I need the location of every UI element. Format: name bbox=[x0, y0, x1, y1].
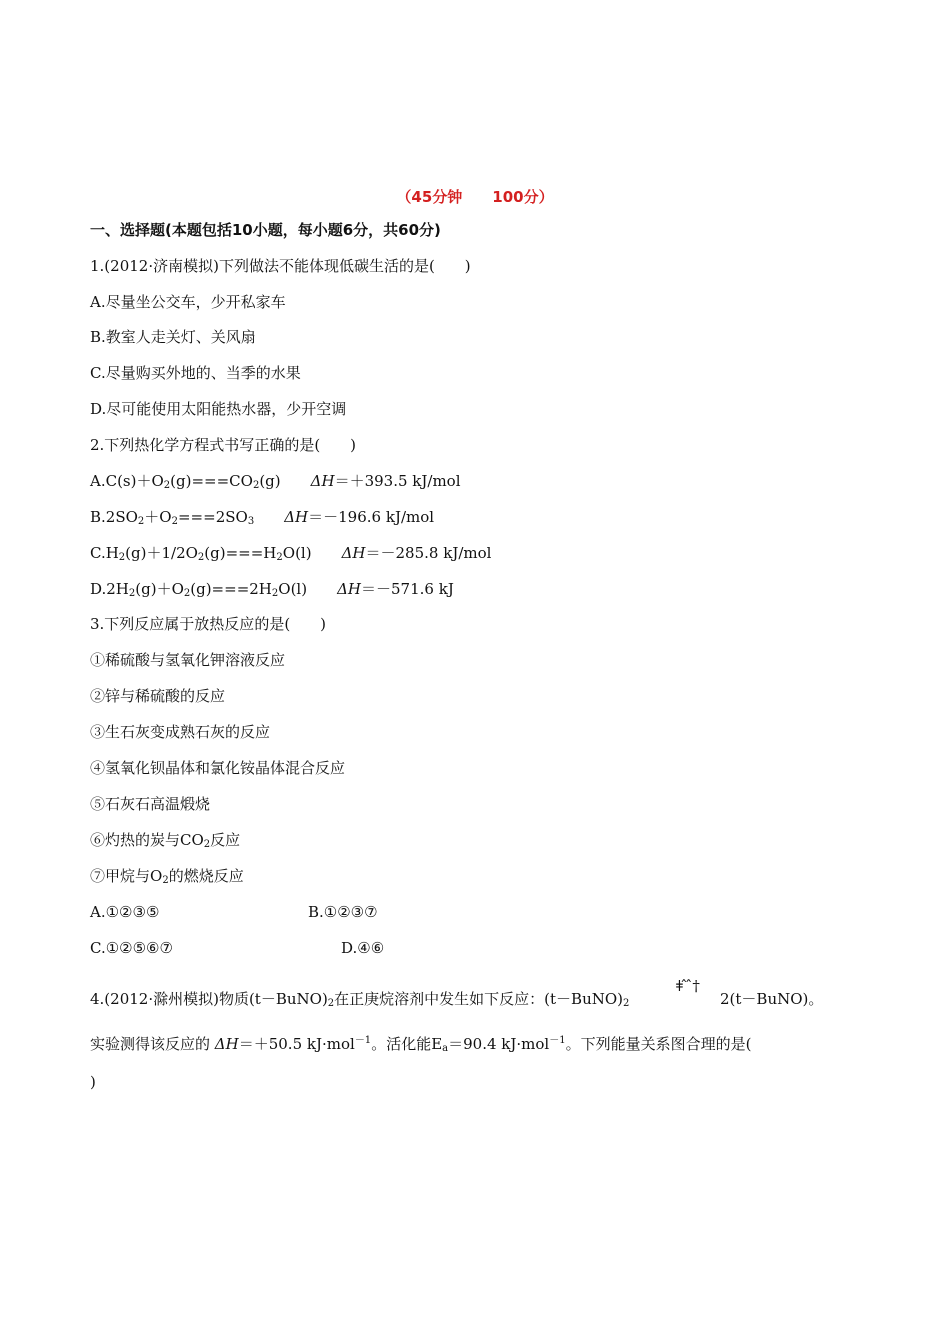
q2-a-part: (g) bbox=[259, 472, 311, 490]
subscript: 2 bbox=[252, 480, 260, 491]
delta-symbol: Δ bbox=[214, 1035, 226, 1053]
q2-d-part: D.2H bbox=[90, 580, 129, 598]
q2-d-part: (g)＋O bbox=[135, 580, 184, 598]
q2-a-value: ＝＋393.5 kJ/mol bbox=[334, 472, 461, 490]
subscript: 2 bbox=[128, 588, 136, 599]
q4-part: 在正庚烷溶剂中发生如下反应：(t－BuNO) bbox=[334, 990, 624, 1008]
subscript: 2 bbox=[183, 588, 191, 599]
q4-line-3: ) bbox=[90, 1073, 96, 1091]
q3-stem: 3.下列反应属于放热反应的是( ) bbox=[90, 615, 327, 633]
q3-item-6-part: 反应 bbox=[210, 831, 241, 849]
delta-symbol: Δ bbox=[284, 508, 296, 526]
q1-option-c: C.尽量购买外地的、当季的水果 bbox=[90, 364, 301, 382]
q4-line-1-end: 2(t－BuNO)。 bbox=[720, 990, 824, 1008]
superscript: －1 bbox=[549, 1035, 566, 1046]
q2-c-part: C.H bbox=[90, 544, 119, 562]
time-score-header: （45分钟 100分） bbox=[396, 188, 554, 206]
q2-option-c bbox=[90, 543, 491, 563]
q3-option-c: C.①②⑤⑥⑦ bbox=[90, 939, 173, 957]
q4-part: 。活化能E bbox=[371, 1035, 443, 1053]
q3-item-7 bbox=[90, 866, 244, 886]
q2-b-part: ===2SO bbox=[177, 508, 248, 526]
q4-line-2 bbox=[90, 1034, 751, 1054]
q2-c-part: (g)===H bbox=[204, 544, 277, 562]
q2-b-part bbox=[254, 508, 284, 526]
q2-option-b bbox=[90, 507, 434, 527]
q2-d-part: (g)===2H bbox=[190, 580, 272, 598]
delta-symbol: Δ bbox=[310, 472, 322, 490]
equilibrium-arrow-glyph: ǂ ̂ ̂† bbox=[676, 977, 700, 995]
subscript: 2 bbox=[327, 998, 335, 1009]
subscript: a bbox=[442, 1043, 449, 1054]
q2-c-value: ＝－285.8 kJ/mol bbox=[365, 544, 492, 562]
q3-item-3: ③生石灰变成熟石灰的反应 bbox=[90, 723, 271, 741]
delta-symbol: Δ bbox=[337, 580, 348, 598]
subscript: 2 bbox=[271, 588, 279, 599]
q2-c-part: O(l) bbox=[282, 544, 342, 562]
subscript: 2 bbox=[276, 552, 283, 563]
q3-item-1: ①稀硫酸与氢氧化钾溶液反应 bbox=[90, 651, 286, 669]
subscript: 2 bbox=[197, 552, 205, 563]
q1-option-b: B.教室人走关灯、关风扇 bbox=[90, 328, 256, 346]
q3-option-d: D.④⑥ bbox=[341, 939, 385, 957]
subscript: 2 bbox=[118, 552, 126, 563]
q3-item-2: ②锌与稀硫酸的反应 bbox=[90, 687, 226, 705]
subscript: 2 bbox=[171, 516, 178, 527]
q1-stem: 1.(2012·济南模拟)下列做法不能体现低碳生活的是( ) bbox=[90, 257, 471, 275]
q3-item-6 bbox=[90, 830, 240, 850]
q2-option-a bbox=[90, 471, 461, 491]
q3-item-6-part: ⑥灼热的炭与CO bbox=[90, 831, 204, 849]
q4-line-1 bbox=[90, 989, 629, 1009]
subscript: 2 bbox=[163, 480, 171, 491]
subscript: 2 bbox=[137, 516, 145, 527]
q4-part: ＝＋50.5 kJ·mol bbox=[238, 1035, 355, 1053]
q2-b-part: B.2SO bbox=[90, 508, 138, 526]
subscript: 2 bbox=[203, 839, 211, 850]
q3-option-b: B.①②③⑦ bbox=[308, 903, 378, 921]
q2-d-part: O(l) bbox=[278, 580, 338, 598]
q1-option-a: A.尽量坐公交车，少开私家车 bbox=[90, 293, 286, 311]
enthalpy-symbol: H bbox=[352, 544, 366, 562]
q3-item-7-part: 的燃烧反应 bbox=[168, 867, 244, 885]
subscript: 2 bbox=[623, 998, 630, 1009]
q4-part: 实验测得该反应的 bbox=[90, 1035, 215, 1053]
enthalpy-symbol: H bbox=[225, 1035, 239, 1053]
q2-b-part: ＋O bbox=[144, 508, 172, 526]
q3-option-a: A.①②③⑤ bbox=[90, 903, 160, 921]
q1-option-d: D.尽可能使用太阳能热水器，少开空调 bbox=[90, 400, 347, 418]
q3-item-5: ⑤石灰石高温煅烧 bbox=[90, 795, 211, 813]
delta-symbol: Δ bbox=[341, 544, 353, 562]
q4-part: 。下列能量关系图合理的是( bbox=[565, 1035, 752, 1053]
section-title: 一、选择题(本题包括10小题，每小题6分，共60分) bbox=[90, 221, 441, 239]
q2-c-part: (g)＋1/2O bbox=[125, 544, 198, 562]
q2-b-value: ＝－196.6 kJ/mol bbox=[308, 508, 435, 526]
subscript: 2 bbox=[162, 875, 169, 886]
superscript: －1 bbox=[354, 1035, 372, 1046]
enthalpy-symbol: H bbox=[347, 580, 362, 598]
enthalpy-symbol: H bbox=[321, 472, 335, 490]
q4-part: 4.(2012·滁州模拟)物质(t－BuNO) bbox=[90, 990, 328, 1008]
q2-d-value: ＝－571.6 kJ bbox=[361, 580, 454, 598]
q4-part: ＝90.4 kJ·mol bbox=[448, 1035, 550, 1053]
subscript: 3 bbox=[247, 516, 255, 527]
q3-item-7-part: ⑦甲烷与O bbox=[90, 867, 163, 885]
q2-a-part: (g)===CO bbox=[170, 472, 253, 490]
q2-stem: 2.下列热化学方程式书写正确的是( ) bbox=[90, 436, 357, 454]
q2-option-d bbox=[90, 579, 454, 599]
enthalpy-symbol: H bbox=[295, 508, 309, 526]
q3-item-4: ④氢氧化钡晶体和氯化铵晶体混合反应 bbox=[90, 759, 346, 777]
q2-a-part: A.C(s)＋O bbox=[90, 472, 164, 490]
